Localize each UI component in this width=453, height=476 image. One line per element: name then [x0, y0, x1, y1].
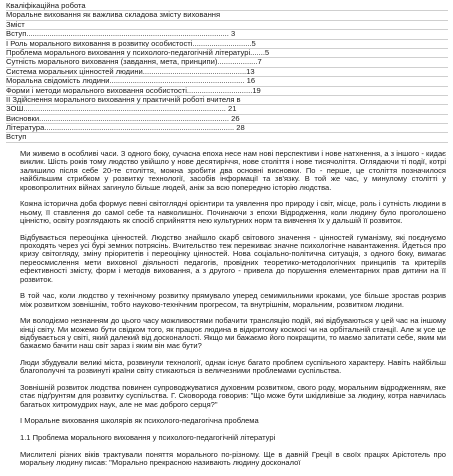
toc-line: Вступ: [6, 133, 27, 142]
subsection-heading: 1.1 Проблема морального виховання у психолого-педагогічній літературі: [20, 433, 276, 443]
toc-line: Література.......................................................................................... 28: [6, 124, 245, 132]
toc-line: Висновки.......................................................................................... 26: [6, 114, 240, 123]
toc-line: Система моральних цінностей людини.................................................13: [6, 67, 255, 76]
paragraph: Ми живемо в особливі часи. З одного боку, сучасна епоха несе нам нові перспективи і нове натхнення, а з іншого - кидає виклик. Шість років тому людство увійшло у нове десятиріччя, нове століття і нове тисячоліття. Оглядаючи ті події, котрі залишило після себе 20-те століття, можна зробити два основні висновки. По - перше, це століття позначилося найбільшим стрибком у розвитку технології, засобів інформації та зв'язку. В той же час, у минулому столітті у кровопролитних війнах загинуло більше людей, аніж за всю попередню історію людства.: [20, 149, 446, 192]
toc-line: Кваліфікаційна робота: [6, 2, 86, 10]
paragraph: Ми володіємо незнанням до цього часу можливостями побачити трансляцію подій, які відбуваються у цей час на іншому кінці світу. Ми можемо бути свідком того, як працює людина в відкритому космосі чи на орбітальній станції. Але ж усе це відбувається у світі, який далекий від досконалості. Якщо ми бажаємо його покращити, то маємо запитати себе, яким ми бажаємо бачити наш світ зараз і яким він має бути?: [20, 316, 446, 351]
paragraph: В той час, коли людство у технічному розвитку прямувало уперед семимильними кроками, усе більше зростав розрив між розвитком зовнішнім, тобто науково-технічним прогресом, та внутрішнім, моральним, розвитком людини.: [20, 291, 446, 309]
toc-line: ІІ Здійснення морального виховання у практичній роботі вчителя в: [6, 95, 241, 104]
toc-line: Моральна свідомість людини................................................................ 16: [6, 77, 256, 85]
toc-line: Моральне виховання як важлива складова змісту виховання: [6, 11, 221, 19]
toc-line: Форми і методи морального виховання особистості...............................19: [6, 86, 261, 95]
paragraph: Зовнішній розвиток людства повинен супроводжуватися духовним розвитком, свого роду, моральним відродженням, яке стає підґрунтям для розвитку суспільства. Г. Сковорода говорив: "Що може бути шкідливіше за людину, котра навчилась багатьох хитромудрих наук, але не має доброго серця?": [20, 383, 446, 409]
document-body: [20, 150, 446, 476]
paragraph: Відбувається переоцінка цінностей. Людство знайшло скарб світового значення - цінностей гуманізму, які поєднуємо проходять через усі бурі земних потрясінь. Вчительство теж переживає значне психологічне навантаження. Йдеться про кризу світогляду, зміну пріоритетів і переоцінку цінностей. Нова соціально-політична ситуація, з одного боку, вимагає переосмислення мети виховної діяльності педагогів, провідних теоретико-методологічних принципів та критеріїв ефективності змісту, форм і методів виховання, а з другого - привела до порушення елементарних прав дитини на її розвиток.: [20, 232, 446, 284]
divider: [6, 142, 448, 143]
toc-line: Вступ................................................................................................ 3: [6, 30, 236, 38]
toc-line: Зміст: [6, 20, 25, 29]
section-heading: І Моральне виховання школярів як психолого-педагогічна проблема: [20, 416, 259, 426]
paragraph: Кожна історична доба формує певні світоглядні орієнтири та уявлення про природу і світ, місце, роль і сутність людини в ньому, її ставлення до самої себе та навколишніх. Починаючи з епохи Відродження, коли людину було проголошено цінністю, освіту розглядають як спосіб сприйняття нею культурних норм та вивчення їх у дальшій її розвиток.: [20, 199, 446, 226]
paragraph: Люди збудували великі міста, розвинули технології, однак існує багато проблем суспільного характеру. Навіть найбільш благополучні та розвинуті країни світу стикаються із величезними проблемами суспільства.: [20, 358, 446, 376]
toc-line: ЗОШ................................................................................................ 21: [6, 105, 237, 113]
table-of-contents-block: [6, 2, 448, 143]
toc-line: Проблема морального виховання у психолого-педагогічній літературі.......5: [6, 48, 270, 57]
toc-line: Сутність морального виховання (завдання, мета, принципи)...................7: [6, 58, 262, 66]
paragraph: Мислителі різних віків трактували поняття морального по-різному. Ще в давній Греції в своїх працях Арістотель про моральну людину писав: "Морально прекрасною називають людину досконалої: [20, 449, 446, 468]
toc-line: І Роль морального виховання в розвитку особистості............................5: [6, 39, 256, 48]
